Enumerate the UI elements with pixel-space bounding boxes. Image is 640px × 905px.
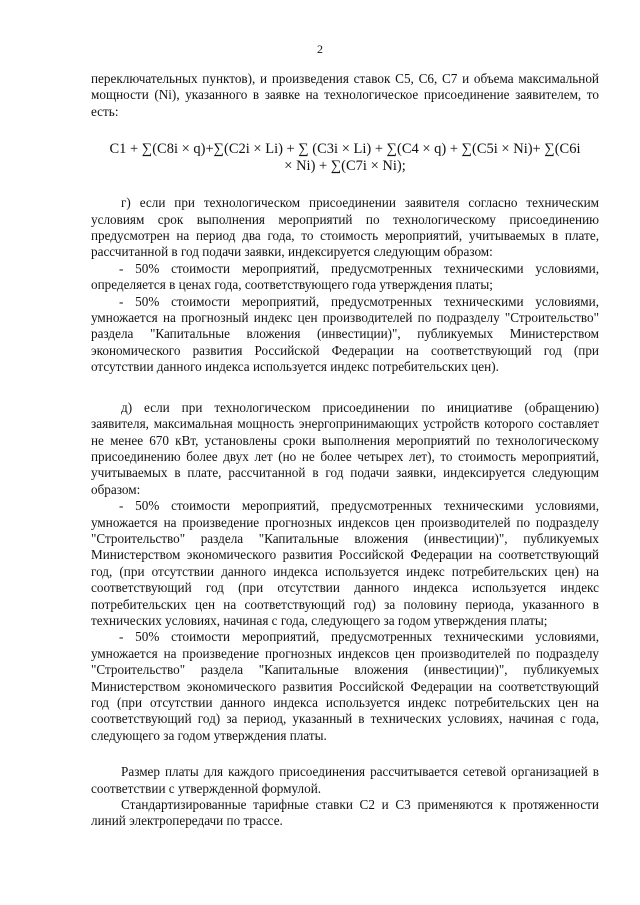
formula-line-2: × Ni) + ∑(С7i × Ni);	[284, 158, 406, 175]
formula-line-1: С1 + ∑(С8i × q)+∑(С2i × Li) + ∑ (С3i × Li) + ∑(С4 × q) + ∑(С5i × Ni)+ ∑(С6i	[109, 141, 581, 158]
paragraph-g-bullet-2: - 50% стоимости мероприятий, предусмотренных техническими условиями, умножается на прогнозный индекс цен производителей по подразделу "Строительство" раздела "Капитальные вложения (инвестиции)", публикуемых Министерством экономического развития Российской Федерации на соответствующий год (при отсутствии данного индекса используется индекс потребительских цен).	[91, 293, 599, 375]
paragraph-fee-size: Размер платы для каждого присоединения рассчитывается сетевой организацией в соответствии с утвержденной формулой.	[91, 764, 599, 796]
paragraph-standard-rates: Стандартизированные тарифные ставки С2 и С3 применяются к протяженности линий электропередачи по трассе.	[91, 797, 599, 829]
paragraph-continuation: переключательных пунктов), и произведения ставок С5, С6, С7 и объема максимальной мощности (Ni), указанного в заявке на технологическое присоединение заявителем, то есть:	[91, 71, 599, 119]
document-body	[91, 71, 599, 830]
paragraph-g-bullet-1: - 50% стоимости мероприятий, предусмотренных техническими условиями, определяется в ценах года, соответствующего года утверждения платы;	[91, 260, 599, 293]
paragraph-g-intro: г) если при технологическом присоединении заявителя согласно техническим условиям срок выполнения мероприятий по технологическому присоединению предусмотрен на период два года, то стоимость мероприятий, учитываемых в плате, рассчитанной в год подачи заявки, индексируется следующим образом:	[91, 195, 599, 260]
paragraph-d-intro: д) если при технологическом присоединении по инициативе (обращению) заявителя, максимальная мощность энергопринимающих устройств которого составляет не менее 670 кВт, установлены сроки выполнения мероприятий по технологическому присоединению более двух лет (но не более четырех лет), то стоимость мероприятий, учитываемых в плате, рассчитанной в год подачи заявки, индексируется следующим образом:	[91, 399, 599, 497]
paragraph-d-bullet-1: - 50% стоимости мероприятий, предусмотренных техническими условиями, умножается на произведение прогнозных индексов цен производителей по подразделу "Строительство" раздела "Капитальные вложения (инвестиции)", публикуемых Министерством экономического развития Российской Федерации на соответствующий год, (при отсутствии данного индекса используется индекс потребительских цен) на соответствующий год (при отсутствии данного индекса используется индекс потребительских цен на соответствующий год) за половину периода, указанного в технических условиях, начиная с года, следующего за годом утверждения платы;	[91, 498, 599, 628]
formula	[91, 141, 599, 175]
page-number: 2	[317, 42, 323, 56]
paragraph-d-bullet-2: - 50% стоимости мероприятий, предусмотренных техническими условиями, умножается на произведение прогнозных индексов цен производителей по подразделу "Строительство" раздела "Капитальные вложения (инвестиции)", публикуемых Министерством экономического развития Российской Федерации на соответствующий год (при отсутствии данного индекса используется индекс потребительских цен на соответствующий год) за период, указанный в технических условиях, начиная с года, следующего за годом утверждения платы.	[91, 629, 599, 743]
